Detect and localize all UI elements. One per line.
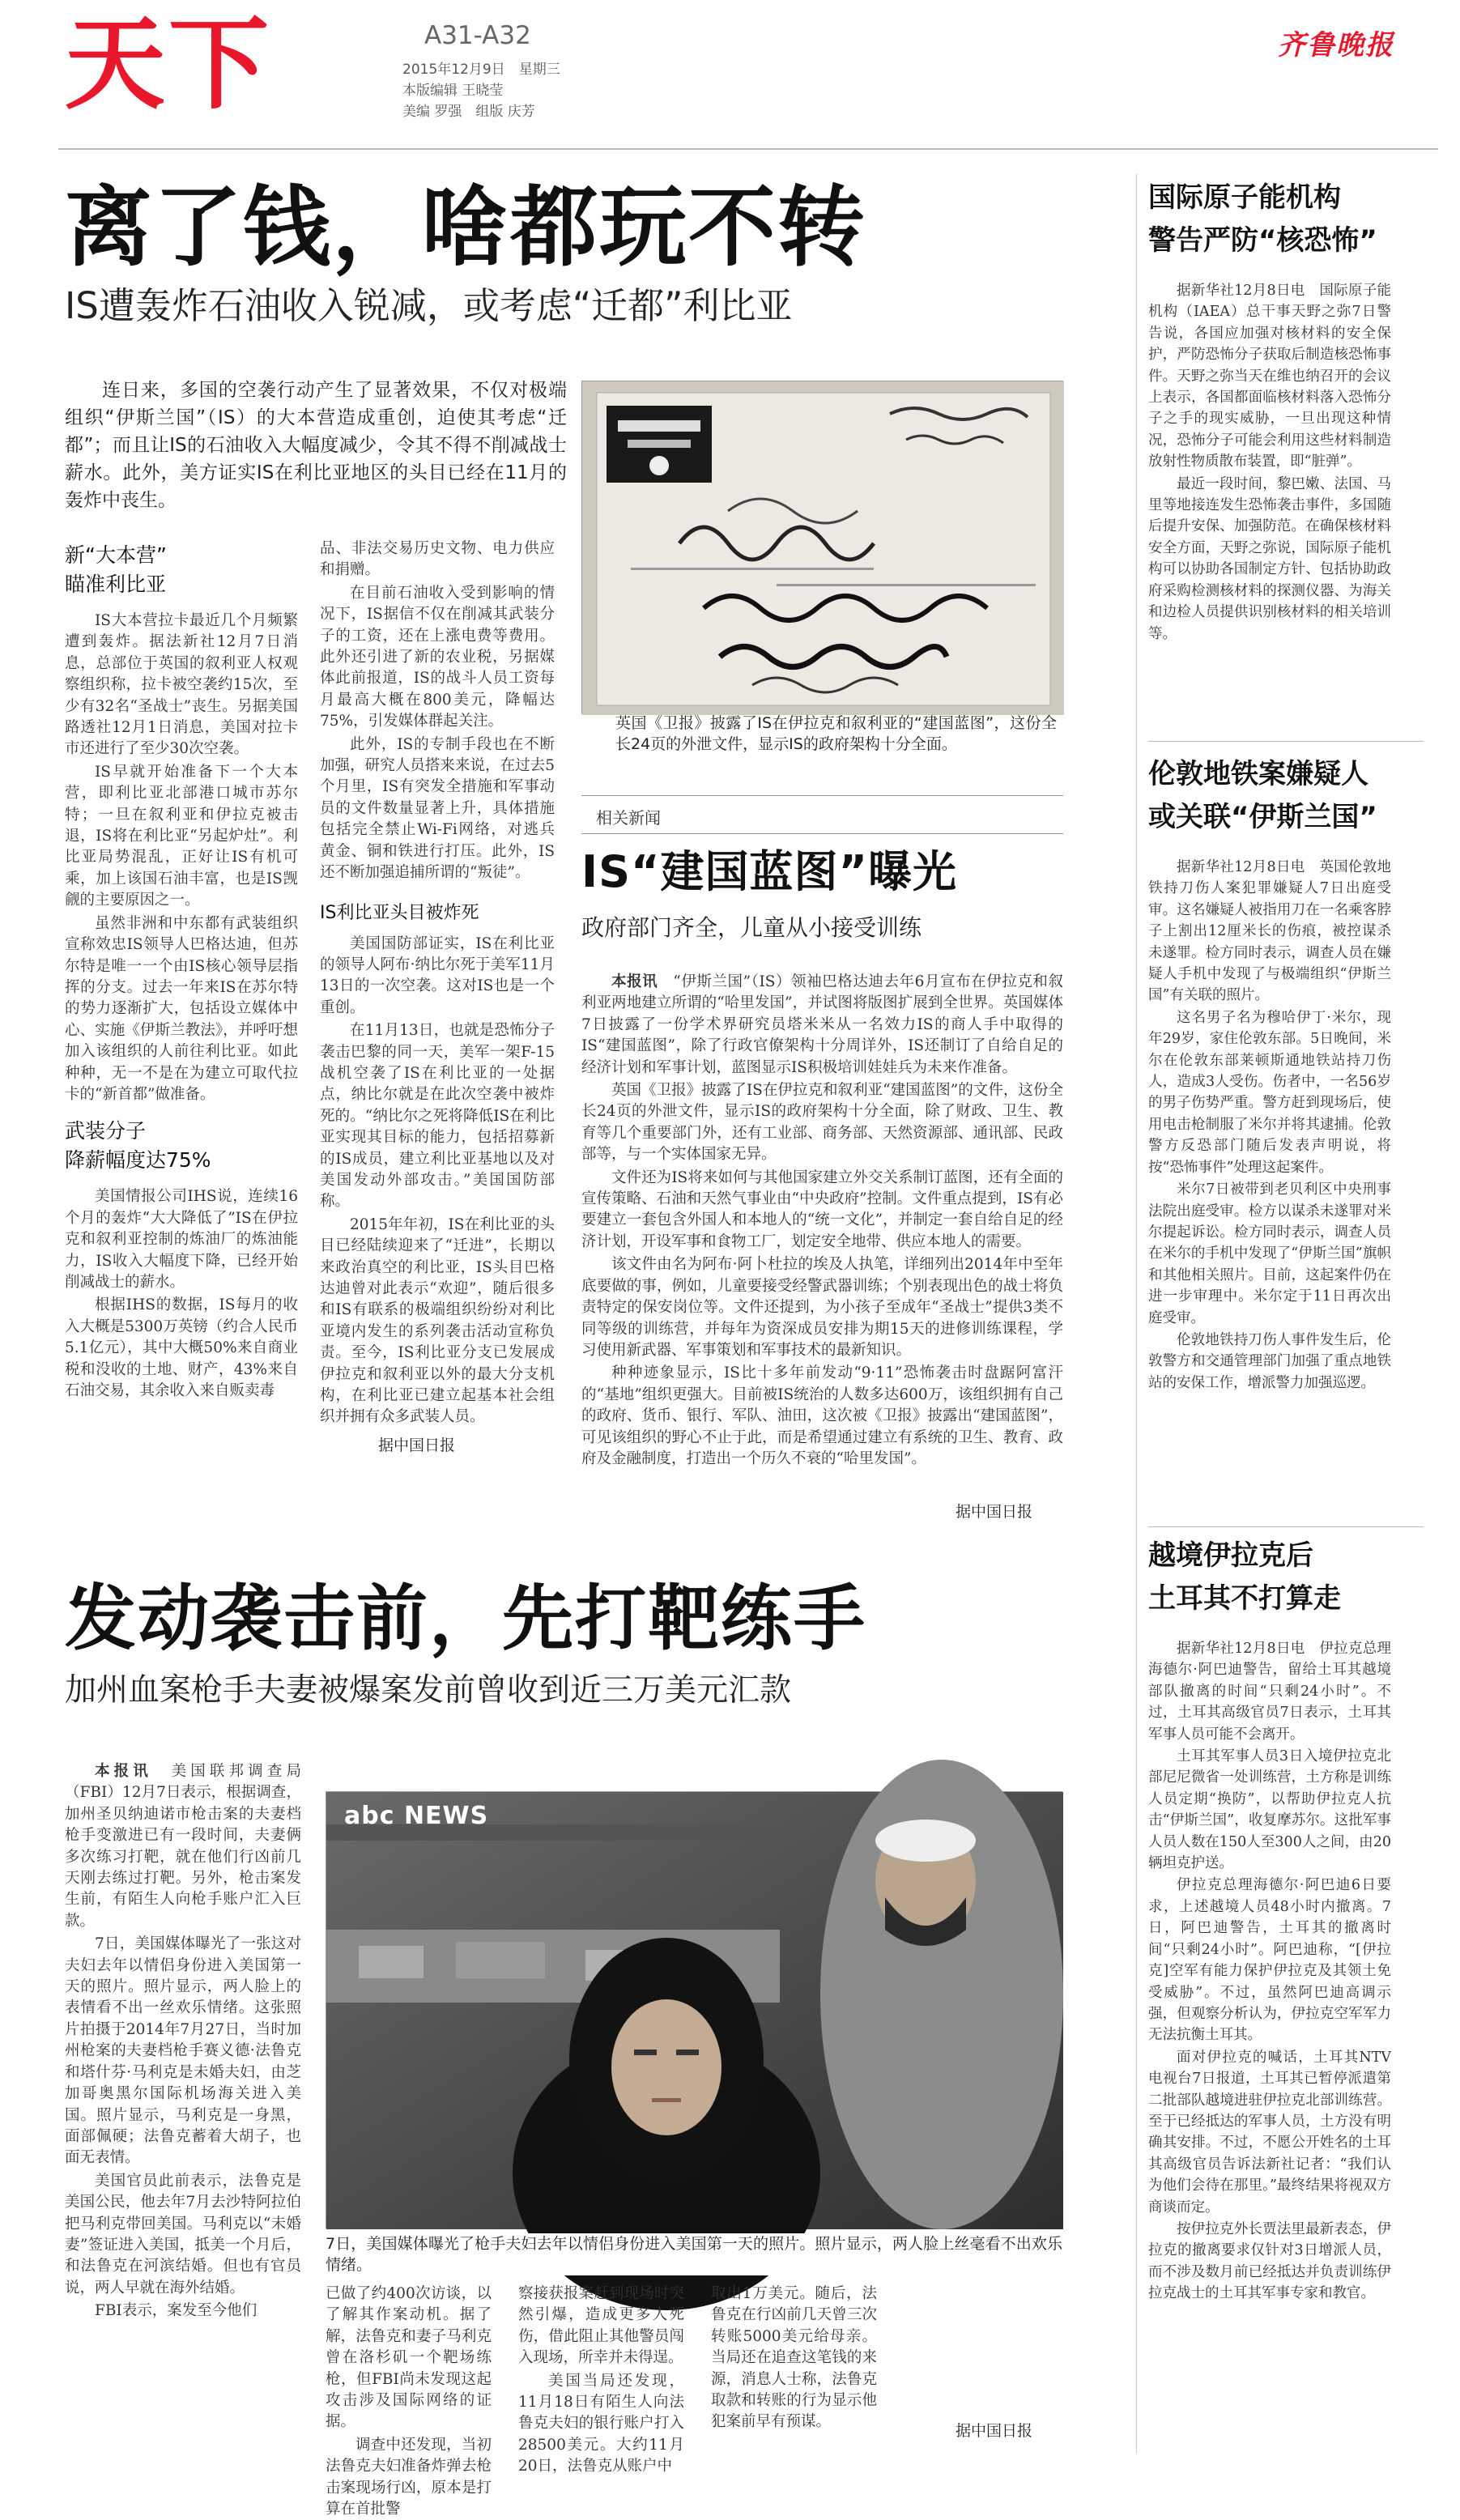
paragraph: 2015年年初，IS在利比亚的头目已经陆续迎来了“迁进”，长期以来政治真空的利比亚，IS头目巴格达迪曾对此表示“欢迎”，随后很多和IS有联系的极端组织纷纷对利比亚境内发生的系列袭击活动宣称负责。至今，IS利比亚分支已发展成伊拉克和叙利亚以外的最大分支机构，在利比亚已建立起基本社会组织并拥有众多武装人员。 <box>320 1215 555 1426</box>
kicker-line: 降薪幅度达75% <box>65 1148 211 1173</box>
story2-column-4 <box>711 2284 877 2433</box>
headline-line: 伦敦地铁案嫌疑人 <box>1148 758 1368 790</box>
story2-column-2 <box>326 2284 492 2520</box>
paragraph: 面对伊拉克的喊话，土耳其NTV电视台7日报道，土耳其已暂停派遣第二批部队越境进驻伊拉克北部训练营。至于已经抵达的军事人员，土方没有明确其安排。不过，不愿公开姓名的土耳其高级官员告诉法新社记者：“我们认为他们会待在那里。”最终结果将视双方商谈而定。 <box>1148 2049 1391 2216</box>
story1-col1-text-b <box>65 1186 298 1402</box>
story1-col1-text <box>65 611 298 1105</box>
headline-line: 土耳其不打算走 <box>1148 1582 1341 1615</box>
kicker-line: 瞄准利比亚 <box>65 573 167 596</box>
story2-headline: 发动袭击前，先打靶练手 <box>65 1577 867 1660</box>
paragraph: 美国国防部证实，IS在利比亚的领导人阿布·纳比尔死于美军11月13日的一次空袭。这对IS也是一个重创。 <box>320 934 555 1016</box>
paragraph: 取出1万美元。随后，法鲁克在行凶前几天曾三次转账5000美元给母亲。当局还在追查这笔钱的来源，消息人士称，法鲁克取款和转账的行为显示他犯案前早有预谋。 <box>711 2285 877 2431</box>
paragraph: 按伊拉克外长贾法里最新表态，伊拉克的撤离要求仅针对3日增派人员，而不涉及数月前已经抵达并负责训练伊拉克战士的土耳其军事专家和教官。 <box>1148 2220 1391 2302</box>
kicker-line: 武装分子 <box>65 1119 147 1143</box>
paragraph: 种种迹象显示，IS比十多年前发动“9·11”恐怖袭击时盘踞阿富汗的“基地”组织更强大。目前被IS统治的人数多达600万，该组织拥有自己的政府、货币、银行、军队、油田，这次被《卫报》披露出“建国蓝图”，可见该组织的野心不止于此，而是希望通过建立有系统的卫生、教育、政府及金融制度，打造出一个历久不衰的“哈里发国”。 <box>581 1364 1063 1467</box>
headline-line: 越境伊拉克后 <box>1148 1539 1313 1572</box>
story1-subheadline: IS遭轰炸石油收入锐减，或考虑“迁都”利比亚 <box>65 284 793 327</box>
paragraph: 据新华社12月8日电 国际原子能机构（IAEA）总干事天野之弥7日警告说，各国应加强对核材料的安全保护，严防恐怖分子获取后制造核恐怖事件。天野之弥当天在维也纳召开的会议上表示，各国都面临核材料落入恐怖分子之手的现实威胁，一旦出现这种情况，恐怖分子可能会利用这些材料制造放射性物质散布装置，即“脏弹”。 <box>1148 283 1391 470</box>
byline: 本报讯 <box>611 973 658 990</box>
column-divider <box>1136 174 1137 2454</box>
couple-image <box>326 1792 1063 2229</box>
paragraph <box>581 972 1063 1079</box>
kicker-line: 新“大本营” <box>65 543 167 567</box>
paragraph: FBI表示，案发至今他们 <box>95 2302 258 2320</box>
story1-col2-text <box>320 538 555 884</box>
editor-line: 本版编辑 王晓莹 <box>402 83 504 99</box>
photo2-caption: 7日，美国媒体曝光了枪手夫妇去年以情侣身份进入美国第一天的照片。照片显示，两人脸上丝毫看不出欢乐情绪。 <box>326 2235 1062 2274</box>
paragraph: 米尔7日被带到老贝利区中央刑事法院出庭受审。检方以谋杀未遂罪对米尔提起诉讼。检方同时表示，调查人员在米尔的手机中发现了“伊斯兰国”旗帜和其他相关照片。目前，这起案件仍在进一步审理中。米尔定于11日再次出庭受审。 <box>1148 1181 1391 1326</box>
headline-line: 警告严防“核恐怖” <box>1148 224 1377 257</box>
kicker-pay-cut <box>65 1117 298 1175</box>
headline-line: 或关联“伊斯兰国” <box>1148 801 1377 833</box>
story1-headline: 离了钱，啥都玩不转 <box>65 177 867 279</box>
story1-column-1 <box>65 541 298 1402</box>
paragraph: 7日，美国媒体曝光了一张这对夫妇去年以情侣身份进入美国第一天的照片。照片显示，两人脸上的表情看不出一丝欢乐情绪。这张照片拍摄于2014年7月27日，当时加州枪案的夫妻档枪手赛义德·法鲁克和塔什芬·马利克是未婚夫妇，由芝加哥奥黑尔国际机场海关进入美国。照片显示，马利克是一身黑，面部佩硬；法鲁克蓄着大胡子，也面无表情。 <box>65 1935 301 2167</box>
paragraph <box>65 1761 301 1932</box>
related-source: 据中国日报 <box>956 1503 1033 1521</box>
paragraph: 此外，IS的专制手段也在不断加强，研究人员搭来来说，在过去5个月里，IS有突发全措施和军事动员的文件数量显著上升，具体措施包括完全禁止Wi-Fi网络，对逃兵黄金、铜和铁进行打压。此外，IS还不断加强追捕所谓的“叛徒”。 <box>320 735 555 882</box>
paragraph: 察接获报案赶到现场时突然引爆，造成更多人死伤，借此阻止其他警员闯入现场，所幸并未得逞。 <box>518 2285 684 2367</box>
story2-subheadline: 加州血案枪手夫妻被爆案发前曾收到近三万美元汇款 <box>65 1672 792 1709</box>
paragraph: 这名男子名为穆哈伊丁·米尔，现年29岁，家住伦敦东部。5日晚间，米尔在伦敦东部莱顿斯通地铁站持刀伤人，造成3人受伤。伤者中，一名56岁的男子伤势严重。警方赶到现场后，使用电击枪制服了米尔并将其逮捕。伦敦警方反恐部门随后发表声明说，将按“恐怖事件”处理这起案件。 <box>1148 1009 1391 1176</box>
paragraph: 美国官员此前表示，法鲁克是美国公民，他去年7月去沙特阿拉伯把马利克带回美国。马利克以“未婚妻”签证进入美国，抵美一个月后，和法鲁克在河滨结婚。但也有官员说，两人早就在海外结婚。 <box>65 2172 301 2297</box>
paragraph: 最近一段时间，黎巴嫩、法国、马里等地接连发生恐怖袭击事件，多国随后提升安保、加强防范。在确保核材料安全方面，天野之弥说，国际原子能机构可以协助各国制定方针、包括协助政府采购检测核材料的探测仪器、为海关和边检人员提供识别核材料的相关培训等。 <box>1148 475 1391 642</box>
sidebar-story-turkey <box>1148 1535 1391 2305</box>
paragraph: 在11月13日，也就是恐怖分子袭击巴黎的同一天，美军一架F-15战机空袭了IS在利比亚的一处据点，纳比尔就是在此次空袭中被炸死的。“纳比尔之死将降低IS在利比亚实现其目标的能力，包括招募新的IS成员，建立利比亚基地以及对美国发动外部攻击。”美国国防部称。 <box>320 1022 555 1211</box>
sidebar-headline <box>1148 753 1391 839</box>
paragraph: 文件还为IS将来如何与其他国家建立外交关系制订蓝图，还有全面的宣传策略、石油和天然气事业由“中央政府”控制。文件重点提到，IS有必要建立一套包含外国人和本地人的“统一文化”，并制定一套自给自足的经济计划，开设军事和食物工厂，划定安全地带、供应本地人的需要。 <box>581 1168 1063 1250</box>
related-news-label: 相关新闻 <box>596 808 661 828</box>
paragraph: 在目前石油收入受到影响的情况下，IS据信不仅在削减其武装分子的工资，还在上涨电费等费用。此外还引进了新的农业税，另据媒体此前报道，IS的战斗人员工资每月最高大概在800美元，降幅达75%，引发媒体群起关注。 <box>320 584 555 730</box>
sidebar-text <box>1148 280 1391 645</box>
paragraph: IS早就开始准备下一个大本营，即利比亚北部港口城市苏尔特；一旦在叙利亚和伊拉克被击退，IS将在利比亚“另起炉灶”。利比亚局势混乱，正好让IS有机可乘，加上该国石油丰富，也是IS觊觎的主要原因之一。 <box>65 763 298 909</box>
related-headline: IS“建国蓝图”曝光 <box>581 846 957 897</box>
paragraph: 据新华社12月8日电 伊拉克总理海德尔·阿巴迪警告，留给土耳其越境部队撤离的时间“只剩24小时”。不过，土耳其高级官员7日表示，土耳其军事人员可能不会离开。 <box>1148 1641 1391 1743</box>
section-title: 天下 <box>65 6 273 123</box>
design-line: 美编 罗强 组版 庆芳 <box>402 104 535 120</box>
paragraph: 根据IHS的数据，IS每月的收入大概是5300万英镑（约合人民币5.1亿元），其中大概50%来自商业税和没收的土地、财产，43%来自石油交易，其余收入来自贩卖毒 <box>65 1296 298 1399</box>
sidebar-story-iaea <box>1148 177 1391 645</box>
paragraph: 已做了约400次访谈，以了解其作案动机。据了解，法鲁克和妻子马利克曾在洛杉矶一个靶场练枪，但FBI尚未发现这起攻击涉及国际网络的证据。 <box>326 2285 492 2431</box>
sidebar-rule <box>1148 1526 1424 1527</box>
sidebar-text <box>1148 857 1391 1394</box>
paragraph: 品、非法交易历史文物、电力供应和捐赠。 <box>320 540 555 579</box>
paragraph: 美国情报公司IHS说，连续16个月的轰炸“大大降低了”IS在伊拉克和叙利亚控制的炼油厂的炼油能力，IS收入大幅度下降，已经开始削减战士的薪水。 <box>65 1188 298 1291</box>
paragraph: 该文件由名为阿布·阿卜杜拉的埃及人执笔，详细列出2014年中至年底要做的事，例如，儿童要接受经警武器训练；个别表现出色的战士将负责特定的保安岗位等。文件还提到，为小孩子至成年“圣战士”提供3类不同等级的训练营，并每年为资深成员安排为期15天的进修训练课程，学习使用新武器、军事策划和军事技术的最新知识。 <box>581 1256 1063 1359</box>
page-range: A31-A32 <box>424 21 531 50</box>
story2-source: 据中国日报 <box>956 2422 1033 2440</box>
sidebar-headline <box>1148 1535 1391 1620</box>
paragraph-text: “伊斯兰国”（IS）领袖巴格达迪去年6月宣布在伊拉克和叙利亚两地建立所谓的“哈里发国”，并试图将版图扩展到全世界。英国媒体7日披露了一份学术界研究员塔米米从一名效力IS的商人手中取得的IS“建国蓝图”，除了行政官僚架构十分周详外，IS还制订了自给自足的经济计划和军事计划，蓝图显示IS积极培训娃娃兵为未来作准备。 <box>581 973 1063 1076</box>
document-image <box>582 381 1064 715</box>
sidebar-text <box>1148 1638 1391 2305</box>
paragraph: 英国《卫报》披露了IS在伊拉克和叙利亚“建国蓝图”的文件，这份全长24页的外泄文件，显示IS的政府架构十分全面，除了财政、卫生、教育等几个重要部门外，还有工业部、商务部、天然资源部、通讯部、民政部等，与一个实体国家无异。 <box>581 1082 1063 1164</box>
minihead-libya: IS利比亚头目被炸死 <box>320 902 479 923</box>
byline: 本报讯 <box>95 1763 152 1780</box>
photo-couple-airport <box>326 1791 1062 2228</box>
sidebar-headline <box>1148 177 1391 262</box>
related-subheadline: 政府部门齐全，儿童从小接受训练 <box>581 914 922 941</box>
story1-col2-text-b <box>320 934 555 1428</box>
photo1-caption: 英国《卫报》披露了IS在伊拉克和叙利亚的“建国蓝图”，这份全长24页的外泄文件，显示IS的政府架构十分全面。 <box>615 714 1057 753</box>
paragraph: 据新华社12月8日电 英国伦敦地铁持刀伤人案犯罪嫌疑人7日出庭受审。这名嫌疑人被指用刀在一名乘客脖子上割出12厘米长的伤痕，被控谋杀未遂罪。检方同时表示，调查人员在嫌疑人手机中发现了与极端组织“伊斯兰国”有关联的照片。 <box>1148 859 1391 1004</box>
story2-column-1 <box>65 1761 301 2322</box>
photo-is-document <box>581 381 1063 714</box>
story2-column-3 <box>518 2284 684 2478</box>
sidebar-story-london <box>1148 753 1391 1394</box>
kicker-new-base <box>65 541 298 599</box>
paragraph-text: 美国联邦调查局（FBI）12月7日表示，根据调查，加州圣贝纳迪诺市枪击案的夫妻档枪手变激进已有一段时间，夫妻俩多次练习打靶，就在他们行凶前几天刚去练过打靶。另外，枪击案发生前，有陌生人向枪手账户汇入巨款。 <box>65 1763 301 1930</box>
paragraph: 土耳其军事人员3日入境伊拉克北部尼尼微省一处训练营，土方称是训练人员定期“换防”，以帮助伊拉克人抗击“伊斯兰国”，收复摩苏尔。这批军事人员人数在150人至300人之间，由20辆坦克护送。 <box>1148 1748 1391 1872</box>
abc-news-logo: abc NEWS <box>344 1802 489 1830</box>
date-line: 2015年12月9日 星期三 <box>402 62 560 78</box>
headline-line: 国际原子能机构 <box>1148 181 1341 214</box>
story1-source: 据中国日报 <box>378 1436 456 1454</box>
paragraph: 虽然非洲和中东都有武装组织宣称效忠IS领导人巴格达迪，但苏尔特是唯一一个由IS核心领导层指挥的分支。过去一年来IS在苏尔特的势力逐渐扩大，包括设立媒体中心、实施《伊斯兰教法》，并呼吁想加入该组织的人前往利比亚。如此种种，无一不是在为建立可取代拉卡的“新首都”做准备。 <box>65 914 298 1103</box>
related-text <box>581 972 1063 1470</box>
masthead-rule <box>58 148 1438 150</box>
story1-lede: 连日来，多国的空袭行动产生了显著效果，不仅对极端组织“伊斯兰国”（IS）的大本营造成重创，迫使其考虑“迁都”；而且让IS的石油收入大幅度减少，令其不得不削减战士薪水。此外，美方证实IS在利比亚地区的头目已经在11月的轰炸中丧生。 <box>65 380 567 511</box>
related-news-bar <box>581 795 1063 834</box>
story1-column-2 <box>320 538 555 1455</box>
paragraph: 美国当局还发现，11月18日有陌生人向法鲁克夫妇的银行账户打入28500美元。大约11月20日，法鲁克从账户中 <box>518 2372 684 2475</box>
paragraph: 调查中还发现，当初法鲁克夫妇准备炸弹去枪击案现场行凶，原本是打算在首批警 <box>326 2436 492 2518</box>
paragraph: 伦敦地铁持刀伤人事件发生后，伦敦警方和交通管理部门加强了重点地铁站的安保工作，增派警力加强巡逻。 <box>1148 1331 1391 1391</box>
sidebar-rule <box>1148 741 1424 742</box>
paragraph: 伊拉克总理海德尔·阿巴迪6日要求，上述越境人员48小时内撤离。7日，阿巴迪警告，土耳其的撤离时间“只剩24小时”。阿巴迪称，“[伊拉克]空军有能力保护伊拉克及其领土免受威胁”。不过，虽然阿巴迪高调示强，但观察分析认为，伊拉克空军军力无法抗衡土耳其。 <box>1148 1877 1391 2044</box>
newspaper-logo: 齐鲁晚报 <box>1278 29 1394 62</box>
paragraph: IS大本营拉卡最近几个月频繁遭到轰炸。据法新社12月7日消息，总部位于英国的叙利亚人权观察组织称，拉卡被空袭约15次，至少有32名“圣战士”丧生。另据美国路透社12月1日消息，美国对拉卡市还进行了至少30次空袭。 <box>65 612 298 758</box>
